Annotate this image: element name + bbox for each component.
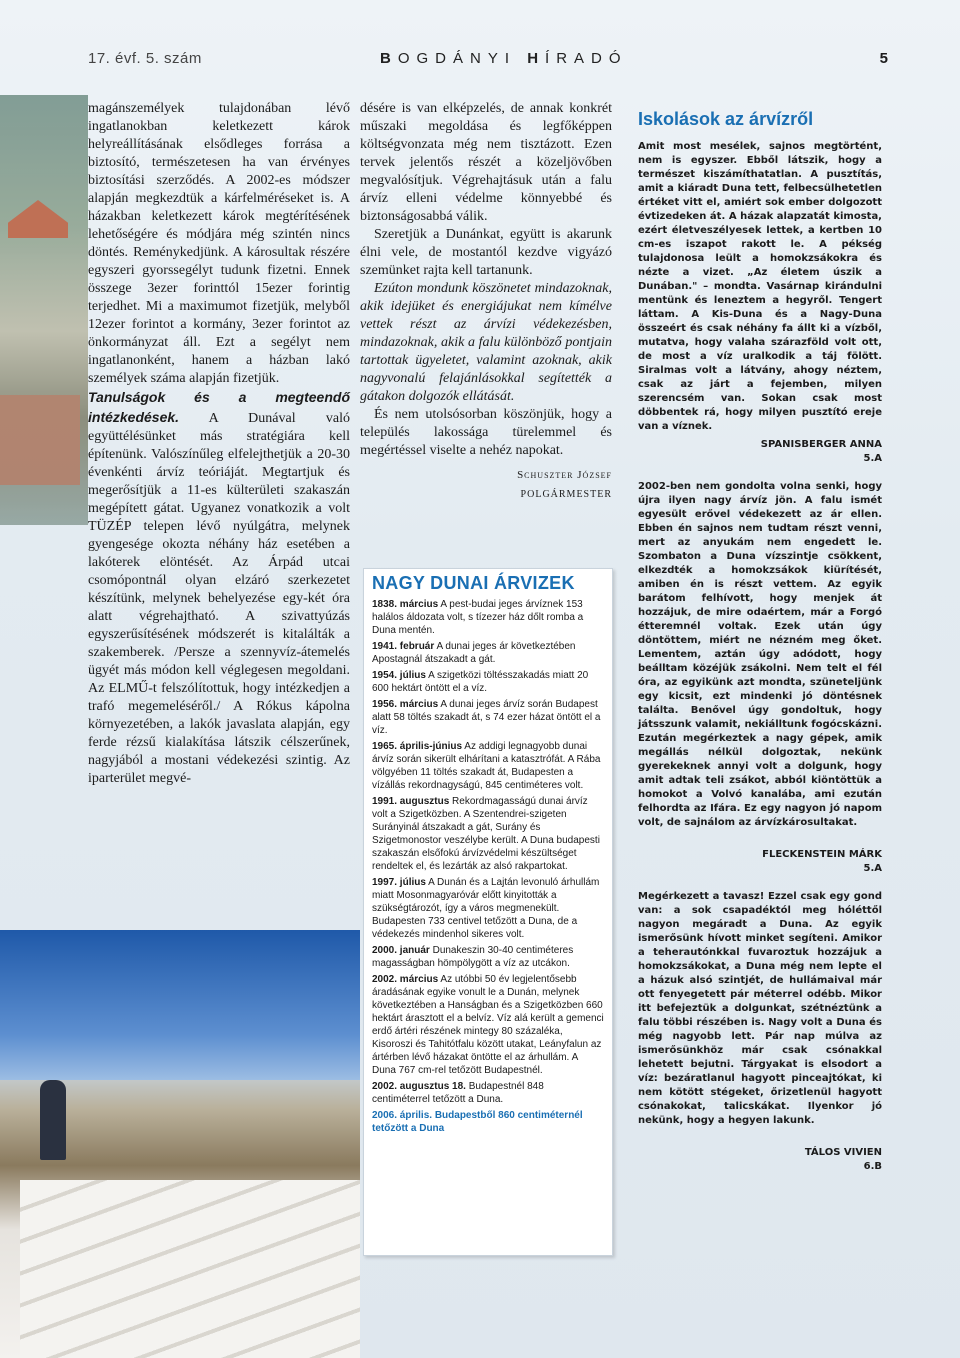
page-header: [88, 50, 888, 74]
event-item: [372, 1080, 604, 1106]
signature-role: POLGÁRMESTER: [520, 489, 612, 500]
pupil-name: SPANISBERGER ANNA: [760, 439, 882, 450]
event-text: Dunakeszin 30-40 centiméteres magasságban hömpölygött a víz az utcákon.: [372, 945, 574, 969]
event-item: [372, 598, 604, 637]
house-wall: [0, 395, 80, 485]
event-text: Rekordmagasságú dunai árvíz volt a Szigetközben. A Szentendrei-szigeten Surányinál átszakadt a gát, Surány és Szigetmonostor veszélybe került. A Duna budapesti szakaszán elsőfokú árvízvédelmi készültséget rendeltek el, és lezárták az alsó rakpartokat.: [372, 796, 600, 872]
event-text: A dunai jeges árvíz során Budapest alatt 58 töltés szakadt át, s 74 ezer házat öntött el a víz.: [372, 699, 601, 736]
flood-photo-top: [0, 95, 88, 525]
event-date: 1954. július: [372, 670, 426, 681]
newspaper-title: BOGDÁNYI HÍRADÓ: [380, 50, 628, 67]
event-item: [372, 973, 604, 1077]
paragraph-thanks: Ezúton mondunk köszönetet mindazoknak, akik idejüket és energiájukat nem kímélve vettek részt az árvízi védekezésben, mindazoknak, akik a falu különböző pontjain tartottak ügyeletet, valamint azoknak, akik nagyvonalú felajánlásokkal segítették a gátakon dolgozók ellátását.: [360, 281, 612, 404]
sandbags: [20, 1180, 360, 1358]
event-item: [372, 698, 604, 737]
pupil-name: TÁLOS VIVIEN: [804, 1147, 882, 1158]
pupil-text: Megérkezett a tavasz! Ezzel csak egy gond van: a sok csapadéktól meg hóléttől nagyon megáradt a Duna. Az egyik ismerősünk hívott minket segíteni. Amikor a teherautónkkal fuvaroztuk hozzájuk a homokzsákokat, a Duna még nem lepte el a házuk alsó szintjét, de hullámaival már ott fenyegetett pár méterrel odébb. Mikor itt befejeztük a dolgunkat, szétnéztünk a falu többi részében is. Nagy volt a Duna és még nagyobb lett. Pár nap múlva az ismerősünkhöz már csak csónakkal lehetett bejutni. Tárgyakat is elsodort a víz: bezáratlanul hagyott pinceajtókat, ki nem kötött stégeket, őrizetlenül hagyott csónakokat, talicskákat. Ilyenkor jó nekünk, hogy a hegyen lakunk.: [638, 891, 882, 1126]
person-silhouette: [40, 1080, 66, 1160]
event-date: 2002. augusztus 18.: [372, 1081, 466, 1092]
event-text: Az addigi legnagyobb dunai árvíz során sikerült elhárítani a katasztrófát. A Rába völgyében 11 töltés szakadt át, Budapesten a vízállás rekordnagyságú, 845 centiméteres volt.: [372, 741, 601, 791]
house-roof: [8, 200, 68, 238]
event-text: A pest-budai jeges árvíznek 153 halálos áldozata volt, s tízezer ház dőlt romba a Duna mentén.: [372, 599, 584, 636]
event-list: [372, 598, 604, 1106]
pupil-name: FLECKENSTEIN MÁRK: [762, 849, 882, 860]
event-item: [372, 795, 604, 873]
event-date: 2000. január: [372, 945, 430, 956]
event-item: [372, 740, 604, 792]
event-item: [372, 876, 604, 941]
pupil-class: 5.A: [863, 863, 882, 874]
event-date: 2002. március: [372, 974, 439, 985]
event-item: [372, 944, 604, 970]
issue-label: 17. évf. 5. szám: [88, 50, 202, 67]
event-item: [372, 669, 604, 695]
event-text: A dunai jeges ár következtében Apostagnál átszakadt a gát.: [372, 641, 576, 665]
paragraph: És nem utolsósorban köszönjük, hogy a település lakossága türelemmel és megértéssel viselte a nehéz napokat.: [360, 407, 612, 458]
section-title: Iskolások az árvízről: [638, 109, 814, 129]
pupils-column: [638, 109, 882, 1174]
event-text: A szigetközi töltésszakadás miatt 20 600 hektárt öntött el a víz.: [372, 670, 589, 694]
event-date: 1997. július: [372, 877, 426, 888]
pupil-text: 2002-ben nem gondolta volna senki, hogy újra ilyen nagy árvíz jön. A falu ismét egyesült erővel védekezett az ár ellen. Ebben én sajnos nem tudtam részt venni, mert az anyukám nem engedett le. Szombaton a Duna vízszintje csökkent, elkezdték a homokzsákok kiürítését, amiben én is részt vettem. Az egyik barátom felhívott, hogy menjek át hozzájuk, de mire odaértem, már a Forgó étteremnél voltak. Ezek után úgy döntöttem, miért ne nézném meg őket. Lementem, aztán úgy adódott, hogy beálltam közéjük zsákolni. Nem telt el fél óra, az egyikünk azt mondta, szüneteljünk egy kicsit, ezt mindenki jó döntésnek találta. Benővel úgy gondoltuk, hogy játsszunk valamit, nekiálltunk fogócskázni. Ezután megérkeztek a nagy gépek, amik megállás nélkül dolgoztak, nekünk gyerekeknek annyi volt a dolgunk, hogy amit adtak teli zsákot, abból kiöntöttük a homokot a Volvó kanalába, ami ezután felhordta az Ifára. Ez egy nagyon jó napom volt, de sajnálom az árvízkárosultakat.: [638, 481, 882, 828]
event-text: A Dunán és a Lajtán levonuló árhullám miatt Mosonmagyaróvár előtt kinyitották a szükségtározót, így a város megmenekült. Budapesten 733 centivel tetőzött a Duna, de a védekezés mindenhol sikeres volt.: [372, 877, 600, 940]
event-date: 1838. március: [372, 599, 439, 610]
pupil-class: 6.B: [863, 1161, 882, 1172]
box-title: NAGY DUNAI ÁRVIZEK: [372, 573, 575, 593]
paragraph: Tanulságok és a megteendő intézkedések. A Dunával való együttélésünket más stratégiára kell építenünk. Valószínűleg elfelejthetjük a 20-30 évenkénti árvíz teóriáját. Megtartjuk és megerősítjük a 11-es külterületi szakaszán megépített gátat. Ugyanez vonatkozik a volt TÜZÉP telepen lévő nyúlgátra, melynek gyengesége okozta néhány ház esetében a lakóterek elöntését. Az Árpád utcai csomópontnál olyan elzáró szerkezetet készítünk, melynek behelyezése egy-két óra alatt végrehajtható. A szivattyúzás egyszerűsítésének módszerét is kitalálták a szakemberek. /Persze a szennyvíz-átemelés ügyét más módon kell véglegesen megoldani. Az ELMŰ-t felszólítottuk, hogy intézkedjen a trafó megemeléséről./ A Rókus kápolna környezetében, a lakók javaslata alapján, egy ferde rézsű kialakítása látszik célszerűnek, nagyjából a mostani védekezési szintig. Az iparterület megvé-: [88, 389, 350, 786]
flood-photo-bottom: [0, 930, 360, 1358]
flood-history-box: [363, 568, 613, 1256]
event-date: 1991. augusztus: [372, 796, 450, 807]
subheading: Tanulságok és a megteendő intézkedések.: [88, 389, 350, 425]
event-highlight: 2006. április. Budapestből 860 centiméternél tetőzött a Duna: [372, 1110, 583, 1134]
pupil-class: 5.A: [863, 453, 882, 464]
signature-name: Schuszter József: [517, 469, 612, 481]
event-text: Az utóbbi 50 év legjelentősebb áradásának egyike vonult le a Dunán, melynek következtében a Hanságban és a Szigetközben 660 hektárt árasztott el a belvíz. Víz alá került a gemenci erdő ártéri részének mintegy 80 százaléka, Kisoroszi és Tahitótfalu között utakat, Leányfalun az ártérben lévő házakat öntötte el az árhullám. A Duna 767 cm-rel tetőzött Budapestnél.: [372, 974, 604, 1076]
paragraph: magánszemélyek tulajdonában lévő ingatlanokban keletkezett károk helyreállításának elsődleges forrása a biztosító, természetesen ha van érvényes biztosítási szerződés. A 2002-es módszer alapján megkezdtük a kárfelméréseket is. A házakban keletkezett károk megtérítésének lehetőségére és módjára még szintén nincs döntés. Reménykedjünk. A károsultak részére egyszeri gyorssegélyt tudunk fizetni. Ennek összege 3ezer forinttól 15ezer forintig terjedhet. Mi a maximumot fizetjük, melyből 12ezer forintot a kormány, 3ezer forintot az önkormányzat áll. Ezt a segélyt nem ingatlanonként, hanem a házban lakó személyek száma alapján fizetjük.: [88, 101, 350, 386]
event-date: 1965. április-június: [372, 741, 463, 752]
paragraph: Szeretjük a Dunánkat, együtt is akarunk élni vele, de mostantól kezdve vigyázó szemünket rajta kell tartanunk.: [360, 227, 612, 278]
event-date: 1941. február: [372, 641, 435, 652]
sky: [0, 930, 360, 1080]
event-date: 1956. március: [372, 699, 439, 710]
page-number: 5: [879, 50, 888, 67]
paragraph: désére is van elképzelés, de annak konkrét műszaki megoldása és legfőképpen költségvonzata még nem tisztázott. Ezen tervek jelentős részét a közeljövőben megvalósítjuk. Végrehajtásuk után a falu árvíz elleni védelme könnyebbé és biztonságosabbá válik.: [360, 101, 612, 224]
event-item: [372, 640, 604, 666]
pupil-text: Amit most mesélek, sajnos megtörtént, nem is egyszer. Ebből látszik, hogy a természet kiszámíthatatlan. A pusztítás, amit a kiáradt Duna tett, felbecsülhetetlen értéket vitt el, amiért sok ember dolgozott évtizedeken át. A házak alapzatát kimosta, ezért életveszélyesek lettek, a kertben 10 cm-es iszapot rakott le. A pékség tulajdonosa leült a homokzsákokra és nézte a vizet. „Az életem úszik a Dunában." – mondta. Vasárnap kirándulni mentünk és leneztem a hegyről. Tengert láttam. A Kis-Duna és a Nagy-Duna összeért és csak néhány fa állt ki a vízből, mutatva, hogy valaha szárazföld volt ott, de most a víz uralkodik a táj fölött. Siralmas volt a látvány, ahogy néztem, csak az járt a fejemben, milyen szerencsém van. Sokan csak most döbbentek rá, hogy milyen pusztító ereje van a víznek.: [638, 141, 882, 432]
article-column-2: [360, 100, 612, 504]
article-column-1: [88, 100, 350, 788]
event-text: Budapestnél 848 centiméterrel tetőzött a Duna.: [372, 1081, 544, 1105]
